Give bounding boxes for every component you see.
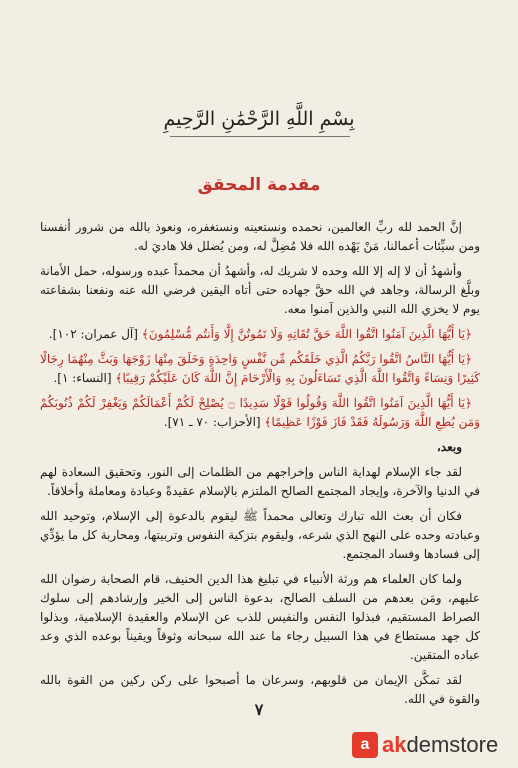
store-logo-text — [382, 732, 498, 758]
page-number: ٧ — [254, 700, 264, 719]
page-heading: مقدمة المحقق — [197, 175, 321, 195]
store-logo-icon: a — [352, 732, 378, 758]
basmala-divider — [170, 136, 350, 137]
paragraph-5: ولما كان العلماء هم ورثة الأنبياء في تبليغ هذا الدين الحنيف، قام الصحابة رضوان الله عليهم، ومَن بعدهم من السلف الصالح، بدعوة الناس إلى الخير وإرشادهم إلى سلوك الصراط المستقيم، فبذلوا النفس والنفيس للذب عن الإسلام والعقيدة الإسلامية، وبذلوا كل جهد مستطاع في هذا السبيل رجاء ما عند الله سبحانه وثوقاً ويقيناً بوعده الذي وعد عباده المتقين. — [40, 572, 480, 662]
quran-verse-1 — [40, 325, 480, 344]
quran-verse-2-ref: [النساء: ١]. — [53, 371, 112, 385]
paragraph-2: وأشهدُ أن لا إله إلا الله وحده لا شريك له، وأشهدُ أن محمداً عبده ورسوله، حمل الأمانة وبلَّغ الرسالة، وجاهد في الله حقَّ جهاده حتى أتاه اليقين فرضي الله عنه ونفعنا بشفاعته يوم لا يخزي الله النبي والذين آمنوا معه. — [40, 264, 480, 316]
logo-text-rest: demstore — [406, 732, 499, 757]
basmala: بِسْمِ اللَّهِ الرَّحْمَٰنِ الرَّحِيمِ — [163, 108, 355, 130]
bleed-through-text — [30, 12, 490, 82]
store-logo — [352, 727, 512, 763]
quran-verse-3-ref: [الأحزاب: ٧٠ ـ ٧١]. — [163, 415, 261, 429]
paragraph-3: لقد جاء الإسلام لهداية الناس وإخراجهم من الظلمات إلى النور، وتحقيق السعادة لهم في الدنيا والآخرة، وإيجاد المجتمع الصالح الملتزم بالإسلام عقيدةً وعبادة ومعاملة وأخلاقاً. — [40, 465, 480, 498]
quran-verse-1-text: ﴿يَا أَيُّهَا الَّذِينَ آمَنُوا اتَّقُوا اللَّهَ حَقَّ تُقَاتِهِ وَلَا تَمُوتُنَّ إِلَّا وَأَنتُم مُّسْلِمُونَ﴾ — [141, 327, 472, 341]
quran-verse-1-ref: [آل عمران: ١٠٢]. — [48, 327, 138, 341]
quran-verse-2 — [40, 350, 480, 388]
transition-word: وبعد، — [436, 440, 462, 454]
paragraph-4: فكان أن بعث الله تبارك وتعالى محمداً ﷺ ليقوم بالدعوة إلى الإسلام، وتوحيد الله وعبادته وحده على النهج الذي شرعه، وليقوم بتزكية النفوس وتربيتها، ومحاربة كل ما يؤدِّي إلى فسادها وفساد المجتمع. — [40, 509, 480, 561]
logo-text-ak: ak — [382, 732, 407, 757]
quran-verse-2-text: ﴿يَا أَيُّهَا النَّاسُ اتَّقُوا رَبَّكُمُ الَّذِي خَلَقَكُم مِّن نَّفْسٍ وَاحِدَةٍ وَخَلَقَ مِنْهَا زَوْجَهَا وَبَثَّ مِنْهُمَا رِجَالًا كَثِيرًا وَنِسَاءً وَاتَّقُوا اللَّهَ الَّذِي تَسَاءَلُونَ بِهِ وَالْأَرْحَامَ إِنَّ اللَّهَ كَانَ عَلَيْكُمْ رَقِيبًا﴾ — [40, 352, 480, 385]
quran-verse-3-text: ﴿يَا أَيُّهَا الَّذِينَ آمَنُوا اتَّقُوا اللَّهَ وَقُولُوا قَوْلًا سَدِيدًا ۝ يُصْلِحْ لَكُمْ أَعْمَالَكُمْ وَيَغْفِرْ لَكُمْ ذُنُوبَكُمْ وَمَن يُطِعِ اللَّهَ وَرَسُولَهُ فَقَدْ فَازَ فَوْزًا عَظِيمًا﴾ — [40, 396, 480, 429]
body-text — [40, 218, 480, 715]
quran-verse-3 — [40, 394, 480, 432]
paragraph-1: إنَّ الحمد لله ربِّ العالمين، نحمده ونستعينه ونستغفره، ونعوذ بالله من شرور أنفسنا ومن سيِّئات أعمالنا، مَنْ يَهْده الله فلا مُضِلَّ له، ومن يُضلل فلا هاديَ له. — [40, 220, 480, 253]
paragraph-6: لقد تمكَّن الإيمان من قلوبهم، وسرعان ما أصبحوا على ركن ركين من القوة بالله والقوة في الله. — [40, 673, 480, 706]
